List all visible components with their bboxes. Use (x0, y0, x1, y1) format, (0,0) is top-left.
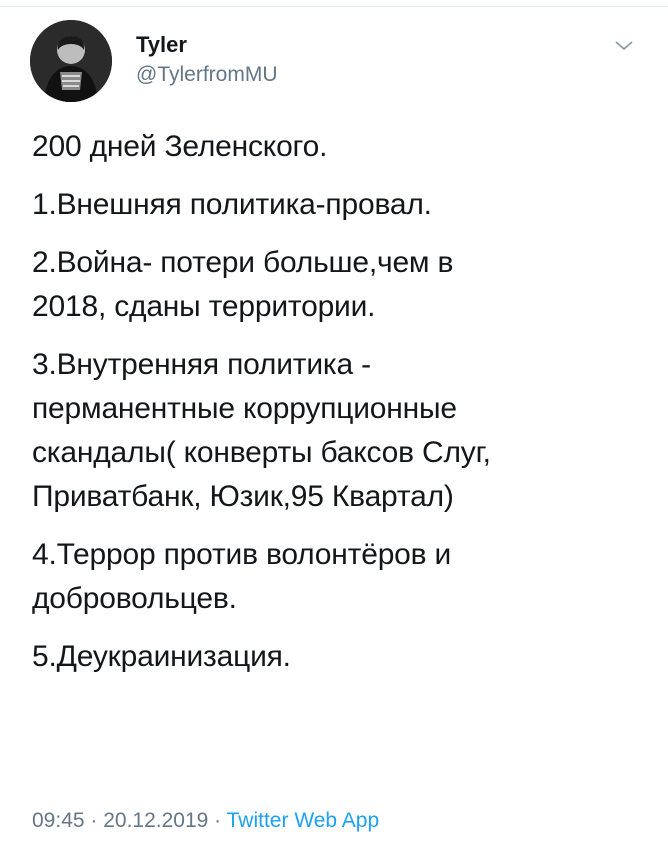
tweet-line: 1.Внешняя политика-провал. (32, 188, 432, 221)
tweet-line: скандалы( конверты баксов Слуг, (32, 436, 491, 469)
tweet-date[interactable]: 20.12.2019 (103, 809, 209, 832)
tweet-line: Приватбанк, Юзик,95 Квартал) (32, 480, 454, 513)
user-handle[interactable]: @TylerfromMU (136, 63, 278, 86)
avatar-image (30, 20, 112, 102)
tweet-meta (32, 808, 379, 834)
tweet-source[interactable]: Twitter Web App (226, 809, 380, 832)
tweet-paragraph (32, 533, 644, 621)
meta-separator: · (84, 809, 104, 832)
display-name[interactable]: Tyler (136, 32, 187, 57)
tweet-line: 3.Внутренняя политика - (32, 348, 371, 381)
tweet-paragraph (32, 125, 644, 169)
tweet-line: 2018, сданы территории. (32, 290, 376, 323)
tweet-line: 2.Война- потери больше,чем в (32, 246, 454, 279)
user-meta (136, 32, 277, 88)
avatar[interactable] (30, 20, 112, 102)
tweet-header (30, 20, 640, 100)
tweet-line: добровольцев. (32, 582, 237, 615)
tweet-text (32, 125, 644, 679)
tweet-paragraph (32, 343, 644, 519)
tweet-line: 200 дней Зеленского. (32, 130, 328, 163)
tweet-paragraph (32, 635, 644, 679)
tweet-line: перманентные коррупционные (32, 392, 457, 425)
tweet-paragraph (32, 183, 644, 227)
top-divider (0, 0, 668, 7)
tweet-line: 5.Деукраинизация. (32, 640, 291, 673)
meta-separator-2: · (208, 809, 227, 832)
tweet-paragraph (32, 241, 644, 329)
tweet-line: 4.Террор против волонтёров и (32, 538, 452, 571)
chevron-down-icon[interactable] (612, 34, 636, 58)
tweet-time[interactable]: 09:45 (32, 809, 85, 832)
